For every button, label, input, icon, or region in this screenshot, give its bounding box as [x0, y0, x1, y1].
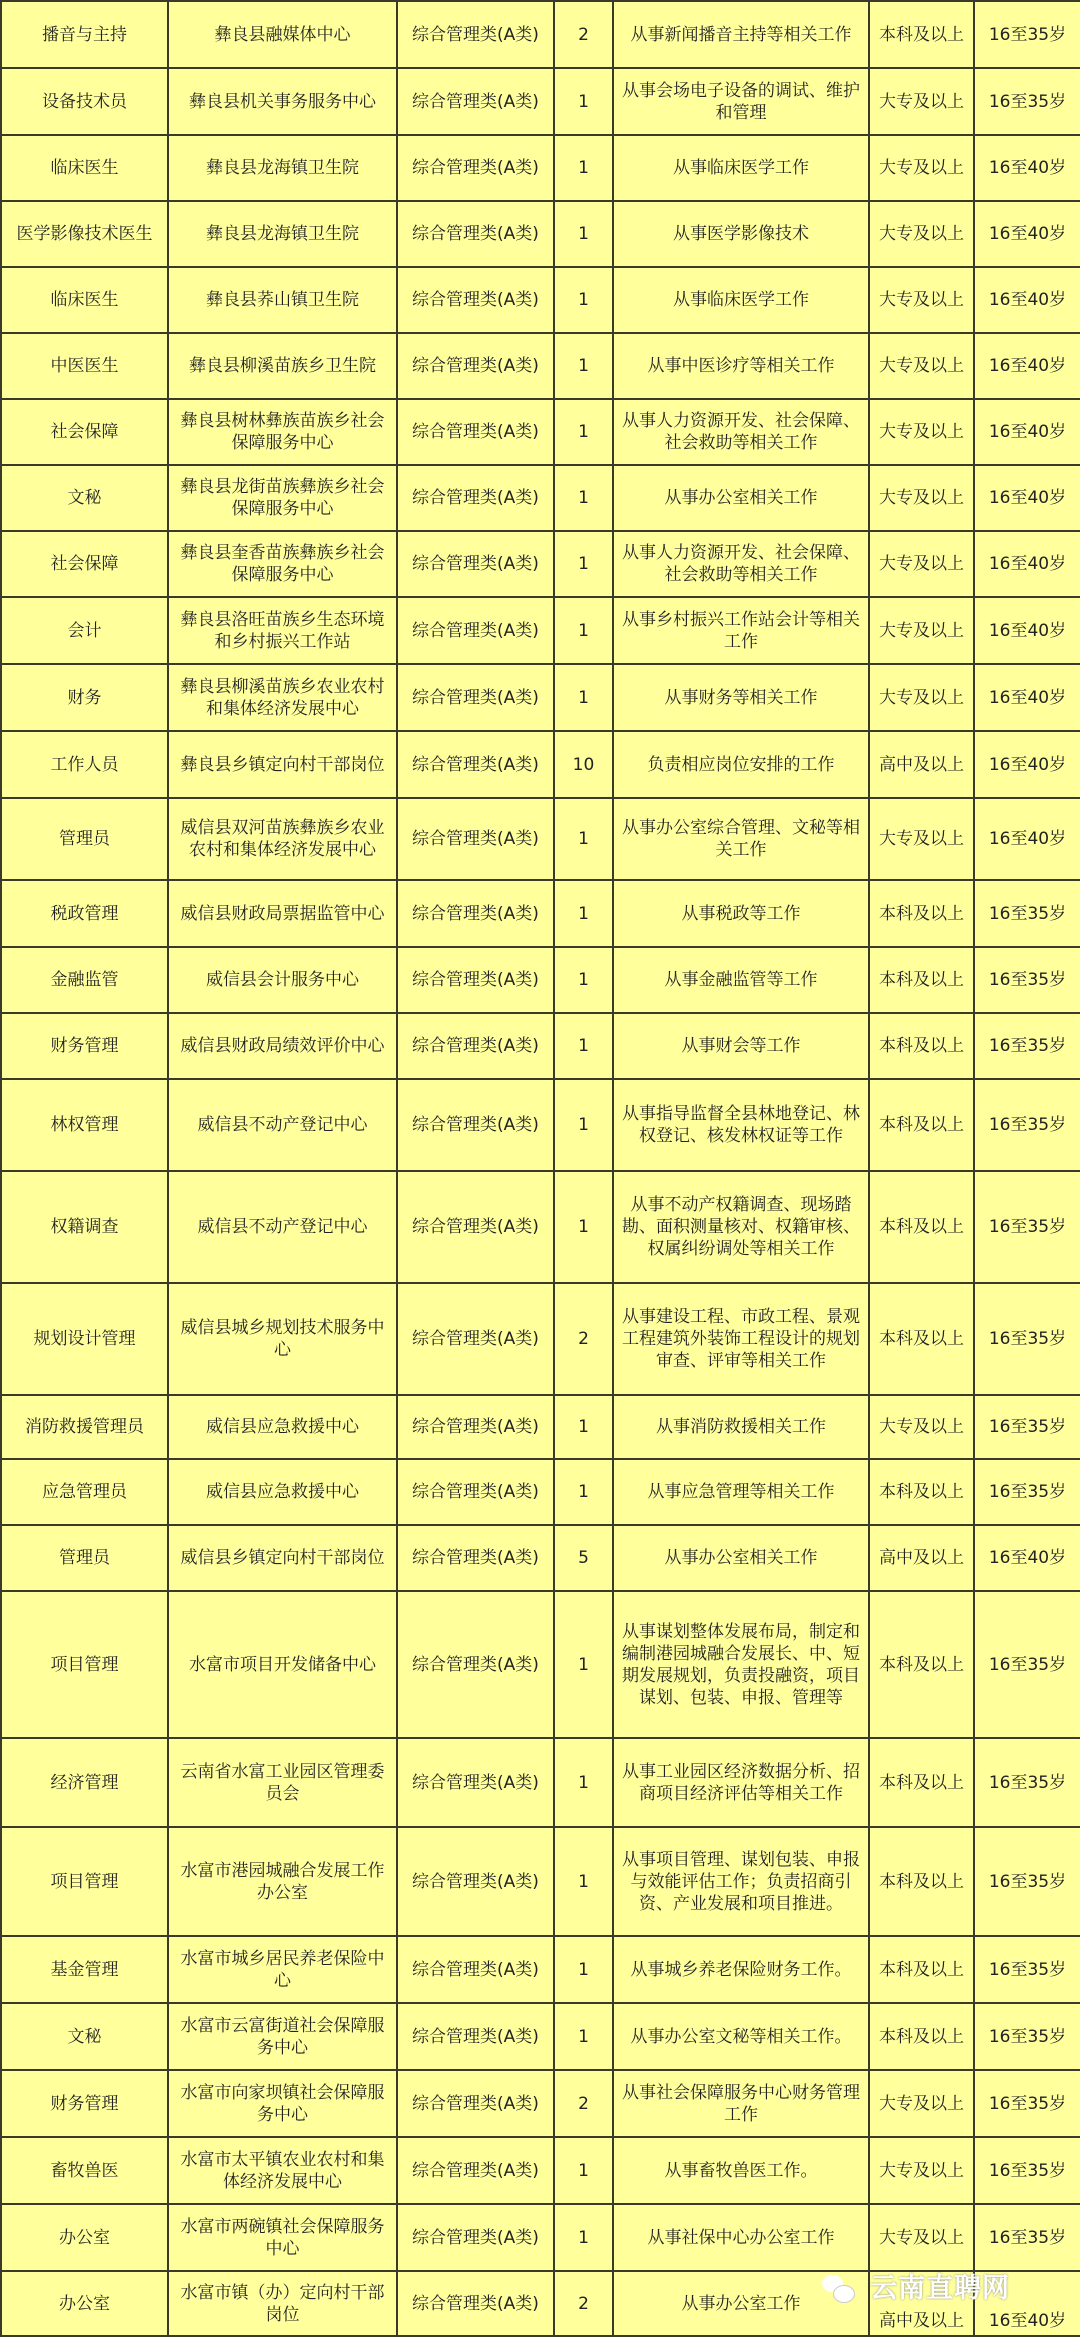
- cell-employer: 水富市云富街道社会保障服务中心: [168, 2003, 397, 2070]
- cell-position: 播音与主持: [1, 1, 168, 68]
- cell-age: 16至35岁: [974, 2137, 1080, 2204]
- cell-count: 1: [554, 2003, 613, 2070]
- cell-duties: 从事项目管理、谋划包装、申报与效能评估工作；负责招商引资、产业发展和项目推进。: [613, 1827, 869, 1936]
- cell-employer: 威信县会计服务中心: [168, 947, 397, 1013]
- cell-age: 16至35岁: [974, 2003, 1080, 2070]
- cell-age: 16至35岁: [974, 1079, 1080, 1171]
- cell-education: 大专及以上: [869, 2204, 974, 2271]
- table-row: [1, 333, 1080, 399]
- cell-employer: 水富市项目开发储备中心: [168, 1591, 397, 1738]
- table-row: [1, 1283, 1080, 1395]
- cell-education: 大专及以上: [869, 531, 974, 597]
- cell-count: 1: [554, 399, 613, 465]
- table-body: [1, 1, 1080, 2336]
- cell-employer: 威信县不动产登记中心: [168, 1079, 397, 1171]
- cell-count: 1: [554, 2137, 613, 2204]
- cell-employer: 彝良县柳溪苗族乡卫生院: [168, 333, 397, 399]
- cell-age: 16至35岁: [974, 1013, 1080, 1079]
- cell-category: 综合管理类(A类): [397, 531, 554, 597]
- cell-count: 1: [554, 531, 613, 597]
- cell-education: 高中及以上: [869, 2271, 974, 2336]
- cell-education: 本科及以上: [869, 880, 974, 947]
- cell-age: 16至35岁: [974, 1395, 1080, 1459]
- cell-age: 16至40岁: [974, 597, 1080, 664]
- cell-age: 16至40岁: [974, 465, 1080, 531]
- cell-employer: 水富市向家坝镇社会保障服务中心: [168, 2070, 397, 2137]
- cell-education: 大专及以上: [869, 135, 974, 201]
- cell-count: 5: [554, 1525, 613, 1591]
- cell-category: 综合管理类(A类): [397, 1738, 554, 1827]
- cell-duties: 从事办公室工作: [613, 2271, 869, 2336]
- cell-position: 应急管理员: [1, 1459, 168, 1525]
- cell-duties: 负责相应岗位安排的工作: [613, 731, 869, 798]
- cell-position: 设备技术员: [1, 68, 168, 135]
- table-row: [1, 1738, 1080, 1827]
- cell-count: 2: [554, 2271, 613, 2336]
- cell-employer: 威信县财政局票据监管中心: [168, 880, 397, 947]
- cell-count: 1: [554, 1459, 613, 1525]
- cell-category: 综合管理类(A类): [397, 1591, 554, 1738]
- cell-employer: 水富市港园城融合发展工作办公室: [168, 1827, 397, 1936]
- cell-position: 项目管理: [1, 1827, 168, 1936]
- cell-education: 大专及以上: [869, 399, 974, 465]
- cell-education: 本科及以上: [869, 1, 974, 68]
- cell-position: 规划设计管理: [1, 1283, 168, 1395]
- cell-position: 办公室: [1, 2204, 168, 2271]
- cell-duties: 从事中医诊疗等相关工作: [613, 333, 869, 399]
- table-row: [1, 2070, 1080, 2137]
- table-row: [1, 531, 1080, 597]
- table-row: [1, 1395, 1080, 1459]
- cell-position: 中医医生: [1, 333, 168, 399]
- cell-employer: 威信县双河苗族彝族乡农业农村和集体经济发展中心: [168, 798, 397, 880]
- cell-duties: 从事金融监管等工作: [613, 947, 869, 1013]
- cell-duties: 从事乡村振兴工作站会计等相关工作: [613, 597, 869, 664]
- cell-employer: 水富市镇（办）定向村干部岗位: [168, 2271, 397, 2336]
- cell-position: 社会保障: [1, 531, 168, 597]
- cell-duties: 从事临床医学工作: [613, 267, 869, 333]
- cell-age: 16至40岁: [974, 1525, 1080, 1591]
- cell-count: 1: [554, 333, 613, 399]
- cell-count: 1: [554, 1013, 613, 1079]
- cell-count: 1: [554, 798, 613, 880]
- table-row: [1, 1591, 1080, 1738]
- table-row: [1, 2003, 1080, 2070]
- cell-education: 本科及以上: [869, 1827, 974, 1936]
- cell-employer: 彝良县树林彝族苗族乡社会保障服务中心: [168, 399, 397, 465]
- cell-category: 综合管理类(A类): [397, 880, 554, 947]
- cell-count: 1: [554, 597, 613, 664]
- cell-duties: 从事谋划整体发展布局，制定和编制港园城融合发展长、中、短期发展规划，负责投融资，项目谋划、包装、申报、管理等: [613, 1591, 869, 1738]
- cell-duties: 从事人力资源开发、社会保障、社会救助等相关工作: [613, 531, 869, 597]
- table-row: [1, 880, 1080, 947]
- table-row: [1, 2137, 1080, 2204]
- cell-education: 本科及以上: [869, 1738, 974, 1827]
- cell-age: 16至40岁: [974, 798, 1080, 880]
- cell-age: 16至35岁: [974, 2070, 1080, 2137]
- cell-position: 临床医生: [1, 267, 168, 333]
- cell-duties: 从事应急管理等相关工作: [613, 1459, 869, 1525]
- cell-count: 1: [554, 1738, 613, 1827]
- cell-position: 社会保障: [1, 399, 168, 465]
- cell-category: 综合管理类(A类): [397, 664, 554, 731]
- table-row: [1, 1171, 1080, 1283]
- cell-employer: 威信县应急救援中心: [168, 1459, 397, 1525]
- cell-count: 1: [554, 664, 613, 731]
- cell-age: 16至40岁: [974, 399, 1080, 465]
- cell-education: 本科及以上: [869, 947, 974, 1013]
- cell-duties: 从事消防救援相关工作: [613, 1395, 869, 1459]
- cell-age: 16至35岁: [974, 947, 1080, 1013]
- cell-duties: 从事城乡养老保险财务工作。: [613, 1936, 869, 2003]
- cell-category: 综合管理类(A类): [397, 731, 554, 798]
- cell-age: 16至35岁: [974, 1936, 1080, 2003]
- cell-position: 林权管理: [1, 1079, 168, 1171]
- cell-age: 16至35岁: [974, 1591, 1080, 1738]
- cell-position: 医学影像技术医生: [1, 201, 168, 267]
- cell-category: 综合管理类(A类): [397, 2070, 554, 2137]
- cell-employer: 威信县应急救援中心: [168, 1395, 397, 1459]
- cell-education: 本科及以上: [869, 1591, 974, 1738]
- cell-age: 16至40岁: [974, 333, 1080, 399]
- cell-position: 项目管理: [1, 1591, 168, 1738]
- cell-age: 16至35岁: [974, 1, 1080, 68]
- table-row: [1, 597, 1080, 664]
- table-row: [1, 2271, 1080, 2336]
- table-row: [1, 201, 1080, 267]
- table-row: [1, 1936, 1080, 2003]
- cell-education: 本科及以上: [869, 1013, 974, 1079]
- cell-category: 综合管理类(A类): [397, 597, 554, 664]
- cell-category: 综合管理类(A类): [397, 267, 554, 333]
- cell-age: 16至40岁: [974, 2271, 1080, 2336]
- cell-category: 综合管理类(A类): [397, 1827, 554, 1936]
- cell-age: 16至35岁: [974, 1171, 1080, 1283]
- table-row: [1, 1013, 1080, 1079]
- cell-position: 财务: [1, 664, 168, 731]
- table-row: [1, 1525, 1080, 1591]
- cell-duties: 从事医学影像技术: [613, 201, 869, 267]
- table-row: [1, 135, 1080, 201]
- cell-age: 16至35岁: [974, 1827, 1080, 1936]
- cell-employer: 彝良县洛旺苗族乡生态环境和乡村振兴工作站: [168, 597, 397, 664]
- table-row: [1, 947, 1080, 1013]
- cell-category: 综合管理类(A类): [397, 465, 554, 531]
- cell-category: 综合管理类(A类): [397, 68, 554, 135]
- table-row: [1, 1827, 1080, 1936]
- cell-count: 1: [554, 1171, 613, 1283]
- cell-education: 大专及以上: [869, 597, 974, 664]
- cell-employer: 威信县城乡规划技术服务中心: [168, 1283, 397, 1395]
- cell-position: 畜牧兽医: [1, 2137, 168, 2204]
- cell-count: 1: [554, 1079, 613, 1171]
- cell-position: 文秘: [1, 2003, 168, 2070]
- cell-education: 大专及以上: [869, 664, 974, 731]
- cell-count: 2: [554, 1283, 613, 1395]
- cell-count: 1: [554, 135, 613, 201]
- table-row: [1, 731, 1080, 798]
- cell-category: 综合管理类(A类): [397, 2271, 554, 2336]
- cell-employer: 彝良县荞山镇卫生院: [168, 267, 397, 333]
- cell-employer: 威信县财政局绩效评价中心: [168, 1013, 397, 1079]
- cell-age: 16至40岁: [974, 267, 1080, 333]
- table-row: [1, 68, 1080, 135]
- cell-employer: 水富市太平镇农业农村和集体经济发展中心: [168, 2137, 397, 2204]
- cell-education: 大专及以上: [869, 2070, 974, 2137]
- cell-position: 临床医生: [1, 135, 168, 201]
- cell-position: 办公室: [1, 2271, 168, 2336]
- cell-category: 综合管理类(A类): [397, 1283, 554, 1395]
- cell-employer: 水富市城乡居民养老保险中心: [168, 1936, 397, 2003]
- cell-employer: 威信县乡镇定向村干部岗位: [168, 1525, 397, 1591]
- cell-position: 基金管理: [1, 1936, 168, 2003]
- cell-category: 综合管理类(A类): [397, 1, 554, 68]
- table-row: [1, 267, 1080, 333]
- cell-education: 本科及以上: [869, 1283, 974, 1395]
- cell-count: 1: [554, 68, 613, 135]
- cell-age: 16至40岁: [974, 201, 1080, 267]
- cell-position: 会计: [1, 597, 168, 664]
- cell-age: 16至40岁: [974, 531, 1080, 597]
- cell-duties: 从事指导监督全县林地登记、林权登记、核发林权证等工作: [613, 1079, 869, 1171]
- cell-duties: 从事人力资源开发、社会保障、社会救助等相关工作: [613, 399, 869, 465]
- cell-duties: 从事建设工程、市政工程、景观工程建筑外装饰工程设计的规划审查、评审等相关工作: [613, 1283, 869, 1395]
- cell-education: 本科及以上: [869, 1459, 974, 1525]
- cell-count: 2: [554, 2070, 613, 2137]
- cell-employer: 彝良县龙街苗族彝族乡社会保障服务中心: [168, 465, 397, 531]
- cell-position: 经济管理: [1, 1738, 168, 1827]
- cell-education: 本科及以上: [869, 1936, 974, 2003]
- cell-education: 高中及以上: [869, 1525, 974, 1591]
- cell-duties: 从事会场电子设备的调试、维护和管理: [613, 68, 869, 135]
- cell-duties: 从事工业园区经济数据分析、招商项目经济评估等相关工作: [613, 1738, 869, 1827]
- cell-duties: 从事社会保障服务中心财务管理工作: [613, 2070, 869, 2137]
- cell-count: 1: [554, 465, 613, 531]
- cell-education: 大专及以上: [869, 68, 974, 135]
- cell-duties: 从事不动产权籍调查、现场踏勘、面积测量核对、权籍审核、权属纠纷调处等相关工作: [613, 1171, 869, 1283]
- cell-age: 16至40岁: [974, 664, 1080, 731]
- cell-count: 1: [554, 1827, 613, 1936]
- cell-category: 综合管理类(A类): [397, 1525, 554, 1591]
- cell-position: 税政管理: [1, 880, 168, 947]
- cell-employer: 彝良县机关事务服务中心: [168, 68, 397, 135]
- cell-position: 管理员: [1, 1525, 168, 1591]
- cell-duties: 从事税政等工作: [613, 880, 869, 947]
- cell-count: 1: [554, 1936, 613, 2003]
- cell-duties: 从事临床医学工作: [613, 135, 869, 201]
- cell-count: 1: [554, 1591, 613, 1738]
- cell-employer: 彝良县奎香苗族彝族乡社会保障服务中心: [168, 531, 397, 597]
- cell-education: 高中及以上: [869, 731, 974, 798]
- cell-education: 本科及以上: [869, 1171, 974, 1283]
- cell-count: 1: [554, 1395, 613, 1459]
- cell-duties: 从事办公室相关工作: [613, 465, 869, 531]
- cell-age: 16至35岁: [974, 1459, 1080, 1525]
- cell-age: 16至35岁: [974, 1738, 1080, 1827]
- cell-category: 综合管理类(A类): [397, 798, 554, 880]
- cell-education: 本科及以上: [869, 2003, 974, 2070]
- cell-category: 综合管理类(A类): [397, 2204, 554, 2271]
- cell-position: 消防救援管理员: [1, 1395, 168, 1459]
- cell-position: 财务管理: [1, 2070, 168, 2137]
- cell-employer: 彝良县乡镇定向村干部岗位: [168, 731, 397, 798]
- cell-education: 大专及以上: [869, 465, 974, 531]
- cell-age: 16至40岁: [974, 135, 1080, 201]
- cell-employer: 彝良县龙海镇卫生院: [168, 135, 397, 201]
- cell-duties: 从事办公室文秘等相关工作。: [613, 2003, 869, 2070]
- cell-count: 1: [554, 880, 613, 947]
- cell-position: 工作人员: [1, 731, 168, 798]
- cell-count: 1: [554, 2204, 613, 2271]
- cell-duties: 从事办公室综合管理、文秘等相关工作: [613, 798, 869, 880]
- cell-employer: 彝良县融媒体中心: [168, 1, 397, 68]
- cell-category: 综合管理类(A类): [397, 1459, 554, 1525]
- table-row: [1, 1, 1080, 68]
- cell-employer: 云南省水富工业园区管理委员会: [168, 1738, 397, 1827]
- cell-category: 综合管理类(A类): [397, 2137, 554, 2204]
- cell-position: 金融监管: [1, 947, 168, 1013]
- cell-category: 综合管理类(A类): [397, 947, 554, 1013]
- cell-education: 本科及以上: [869, 1079, 974, 1171]
- cell-education: 大专及以上: [869, 798, 974, 880]
- cell-position: 权籍调查: [1, 1171, 168, 1283]
- cell-category: 综合管理类(A类): [397, 135, 554, 201]
- table-row: [1, 664, 1080, 731]
- cell-position: 文秘: [1, 465, 168, 531]
- cell-education: 大专及以上: [869, 201, 974, 267]
- cell-education: 大专及以上: [869, 267, 974, 333]
- watermark-text: 云南直聘网: [870, 2273, 1010, 2304]
- cell-count: 2: [554, 1, 613, 68]
- cell-count: 10: [554, 731, 613, 798]
- cell-count: 1: [554, 201, 613, 267]
- cell-age: 16至40岁: [974, 731, 1080, 798]
- cell-age: 16至35岁: [974, 1283, 1080, 1395]
- cell-age: 16至35岁: [974, 880, 1080, 947]
- table-row: [1, 1079, 1080, 1171]
- table-row: [1, 399, 1080, 465]
- cell-category: 综合管理类(A类): [397, 1395, 554, 1459]
- cell-position: 管理员: [1, 798, 168, 880]
- cell-count: 1: [554, 947, 613, 1013]
- cell-education: 大专及以上: [869, 1395, 974, 1459]
- cell-employer: 彝良县龙海镇卫生院: [168, 201, 397, 267]
- cell-duties: 从事社保中心办公室工作: [613, 2204, 869, 2271]
- cell-category: 综合管理类(A类): [397, 1171, 554, 1283]
- cell-employer: 彝良县柳溪苗族乡农业农村和集体经济发展中心: [168, 664, 397, 731]
- cell-duties: 从事办公室相关工作: [613, 1525, 869, 1591]
- table-row: [1, 2204, 1080, 2271]
- cell-position: 财务管理: [1, 1013, 168, 1079]
- cell-employer: 威信县不动产登记中心: [168, 1171, 397, 1283]
- cell-category: 综合管理类(A类): [397, 399, 554, 465]
- cell-education: 大专及以上: [869, 333, 974, 399]
- cell-category: 综合管理类(A类): [397, 1013, 554, 1079]
- table-row: [1, 798, 1080, 880]
- cell-category: 综合管理类(A类): [397, 2003, 554, 2070]
- cell-count: 1: [554, 267, 613, 333]
- cell-category: 综合管理类(A类): [397, 201, 554, 267]
- cell-duties: 从事畜牧兽医工作。: [613, 2137, 869, 2204]
- cell-duties: 从事财会等工作: [613, 1013, 869, 1079]
- cell-duties: 从事财务等相关工作: [613, 664, 869, 731]
- cell-duties: 从事新闻播音主持等相关工作: [613, 1, 869, 68]
- cell-age: 16至35岁: [974, 2204, 1080, 2271]
- cell-employer: 水富市两碗镇社会保障服务中心: [168, 2204, 397, 2271]
- table-row: [1, 465, 1080, 531]
- cell-category: 综合管理类(A类): [397, 333, 554, 399]
- cell-age: 16至35岁: [974, 68, 1080, 135]
- cell-category: 综合管理类(A类): [397, 1079, 554, 1171]
- cell-education: 大专及以上: [869, 2137, 974, 2204]
- cell-category: 综合管理类(A类): [397, 1936, 554, 2003]
- table-row: [1, 1459, 1080, 1525]
